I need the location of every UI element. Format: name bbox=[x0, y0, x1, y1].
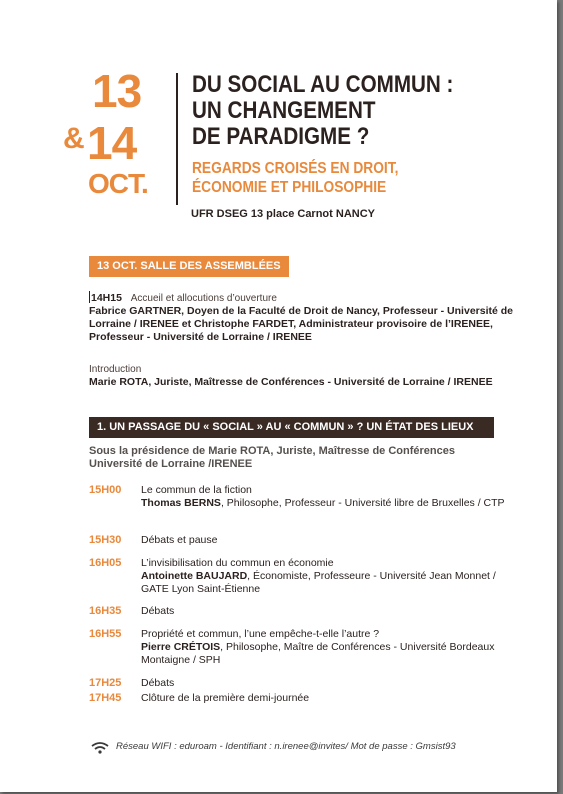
introduction-text: Marie ROTA, Juriste, Maîtresse de Conférences - Université de Lorraine / IRENEE bbox=[89, 376, 493, 388]
schedule-title: Le commun de la fiction bbox=[141, 484, 252, 496]
date-ampersand: & bbox=[63, 122, 84, 155]
opening-label: Accueil et allocutions d’ouverture bbox=[130, 293, 277, 304]
event-subtitle-line: ÉCONOMIE ET PHILOSOPHIE bbox=[192, 179, 387, 196]
schedule-detail: , Économiste, Professeure - Université Jean Monnet / GATE Lyon Saint-Étienne bbox=[141, 570, 496, 595]
schedule-speaker: Antoinette BAUJARD bbox=[141, 570, 248, 582]
event-venue: UFR DSEG 13 place Carnot NANCY bbox=[191, 208, 375, 220]
schedule-speaker: Thomas BERNS bbox=[141, 497, 221, 509]
event-subtitle bbox=[192, 159, 398, 197]
date-month: OCT. bbox=[88, 168, 148, 199]
schedule-title: Débats bbox=[141, 605, 175, 617]
schedule-title: Débats et pause bbox=[141, 534, 218, 546]
opening-block bbox=[89, 291, 519, 344]
wifi-info: Réseau WIFI : eduroam - Identifiant : n.irenee@invites/ Mot de passe : Gmsist93 bbox=[116, 741, 456, 752]
event-title-line: UN CHANGEMENT bbox=[192, 97, 376, 124]
event-subtitle-line: REGARDS CROISÉS EN DROIT, bbox=[192, 160, 399, 177]
introduction-block bbox=[89, 363, 519, 389]
schedule-title: Propriété et commun, l’une empêche-t-elle l’autre ? bbox=[141, 628, 380, 640]
schedule-time: 17H25 bbox=[89, 677, 122, 689]
schedule-detail: , Philosophe, Professeur - Université libre de Bruxelles / CTP bbox=[220, 497, 505, 509]
schedule-time: 16H55 bbox=[89, 628, 122, 640]
day-band: 13 OCT. SALLE DES ASSEMBLÉES bbox=[89, 256, 289, 277]
text-cursor bbox=[89, 291, 90, 303]
schedule-time: 15H30 bbox=[89, 534, 122, 546]
header-divider bbox=[176, 73, 178, 205]
schedule-title: Débats bbox=[141, 677, 175, 689]
section-band: 1. UN PASSAGE DU « SOCIAL » AU « COMMUN » ? UN ÉTAT DES LIEUX bbox=[89, 417, 494, 438]
introduction-label: Introduction bbox=[89, 364, 142, 375]
section-presidence: Sous la présidence de Marie ROTA, Juriste, Maîtresse de Conférences Université de Lorraine /IRENEE bbox=[89, 445, 455, 470]
date-day-2: 14 bbox=[87, 117, 137, 169]
schedule-title: L’invisibilisation du commun en économie bbox=[141, 557, 334, 569]
opening-time: 14H15 bbox=[91, 292, 122, 304]
schedule-title: Clôture de la première demi-journée bbox=[141, 692, 310, 704]
opening-text: Fabrice GARTNER, Doyen de la Faculté de Droit de Nancy, Professeur - Université de Lorraine / IRENEE et Christophe FARDET, Administrateur provisoire de l’IRENEE, Professeur - Université de Lorraine / IRENEE bbox=[89, 305, 514, 343]
event-title bbox=[192, 72, 453, 150]
schedule-time: 16H35 bbox=[89, 605, 122, 617]
event-title-line: DE PARADIGME ? bbox=[192, 123, 370, 150]
schedule-time: 16H05 bbox=[89, 557, 122, 569]
schedule-time: 15H00 bbox=[89, 484, 122, 496]
schedule-speaker: Pierre CRÉTOIS bbox=[141, 641, 221, 653]
wifi-icon bbox=[91, 742, 109, 754]
schedule-time: 17H45 bbox=[89, 692, 122, 704]
schedule-detail: , Philosophe, Maître de Conférences - Université Bordeaux Montaigne / SPH bbox=[141, 641, 495, 666]
date-day-1: 13 bbox=[92, 65, 142, 117]
event-title-line: DU SOCIAL AU COMMUN : bbox=[192, 71, 454, 98]
